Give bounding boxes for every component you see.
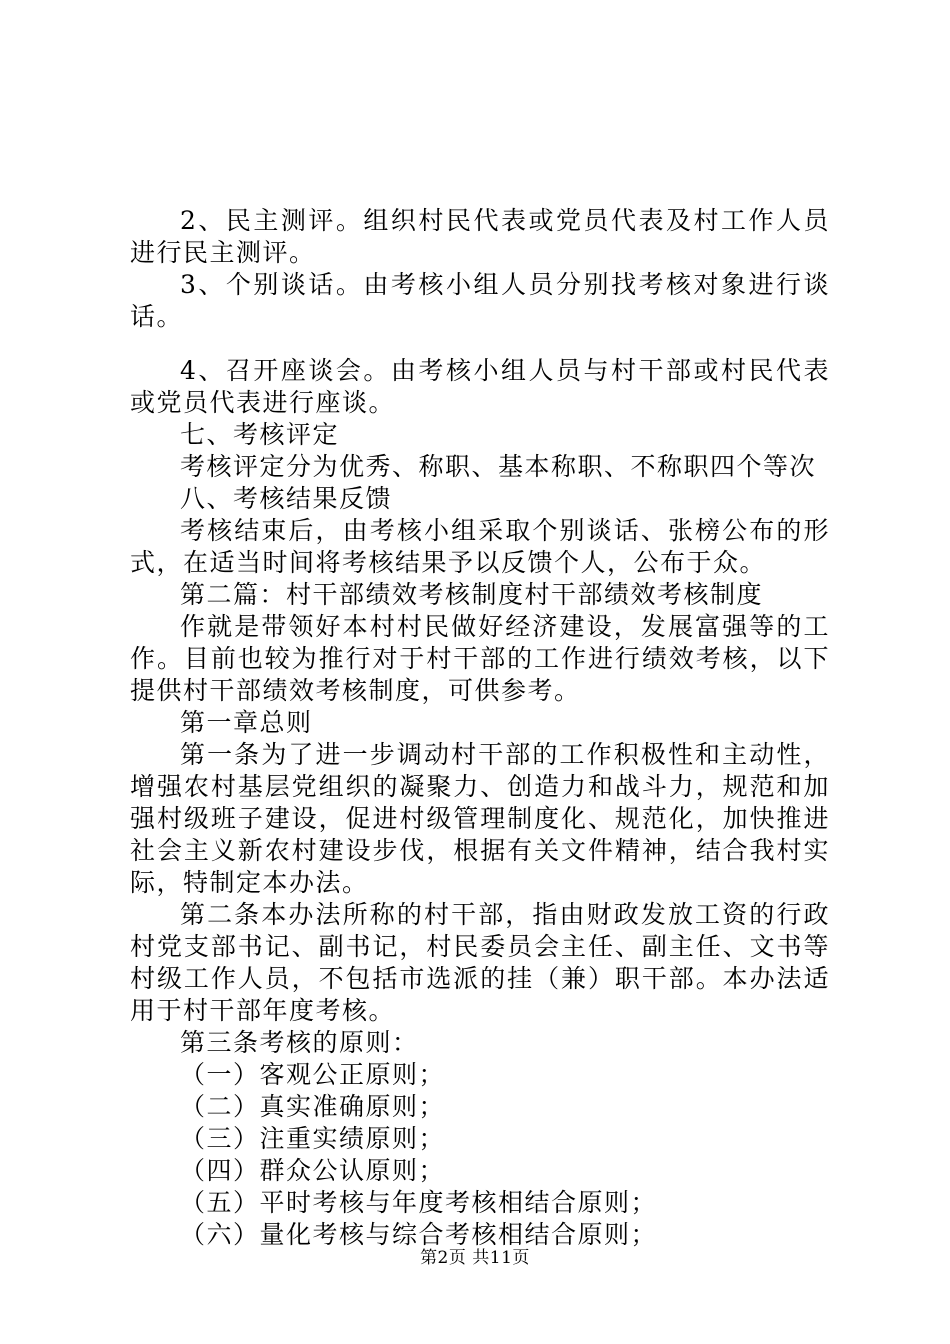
paragraph-evaluation-method-3: 3、个别谈话。由考核小组人员分别找考核对象进行谈话。 xyxy=(130,270,830,331)
paragraph-evaluation-method-2: 2、民主测评。组织村民代表或党员代表及村工作人员进行民主测评。 xyxy=(130,206,830,267)
paragraph-part-2-intro: 作就是带领好本村村民做好经济建设，发展富强等的工作。目前也较为推行对于村干部的工作进行绩效考核，以下提供村干部绩效考核制度，可供参考。 xyxy=(130,612,830,705)
list-item-principle-3: （三）注重实绩原则； xyxy=(180,1124,446,1153)
document-body xyxy=(130,205,830,1251)
paragraph-result-feedback: 考核结束后，由考核小组采取个别谈话、张榜公布的形式，在适当时间将考核结果予以反馈个人，公布于众。 xyxy=(130,516,830,577)
heading-section-8: 八、考核结果反馈 xyxy=(180,484,393,513)
paragraph-rating-levels: 考核评定分为优秀、称职、基本称职、不称职四个等次 xyxy=(180,452,817,481)
paragraph-article-2: 第二条本办法所称的村干部，指由财政发放工资的行政村党支部书记、副书记，村民委员会主任、副主任、文书等村级工作人员，不包括市选派的挂（兼）职干部。本办法适用于村干部年度考核。 xyxy=(130,900,830,1025)
heading-part-2: 第二篇：村干部绩效考核制度村干部绩效考核制度 xyxy=(180,580,764,609)
list-item-principle-5: （五）平时考核与年度考核相结合原则； xyxy=(180,1188,658,1217)
heading-section-7: 七、考核评定 xyxy=(180,420,340,449)
heading-chapter-1: 第一章总则 xyxy=(180,708,313,737)
paragraph-evaluation-method-4: 4、召开座谈会。由考核小组人员与村干部或村民代表或党员代表进行座谈。 xyxy=(130,356,830,417)
paragraph-article-3: 第三条考核的原则： xyxy=(180,1028,419,1057)
paragraph-article-1: 第一条为了进一步调动村干部的工作积极性和主动性，增强农村基层党组织的凝聚力、创造力和战斗力，规范和加强村级班子建设，促进村级管理制度化、规范化，加快推进社会主义新农村建设步伐，根据有关文件精神，结合我村实际，特制定本办法。 xyxy=(130,740,830,897)
list-item-principle-2: （二）真实准确原则； xyxy=(180,1092,446,1121)
page-number-footer: 第2页 共11页 xyxy=(420,1248,530,1268)
list-item-principle-4: （四）群众公认原则； xyxy=(180,1156,446,1185)
list-item-principle-6: （六）量化考核与综合考核相结合原则； xyxy=(180,1220,658,1249)
list-item-principle-1: （一）客观公正原则； xyxy=(180,1060,446,1089)
